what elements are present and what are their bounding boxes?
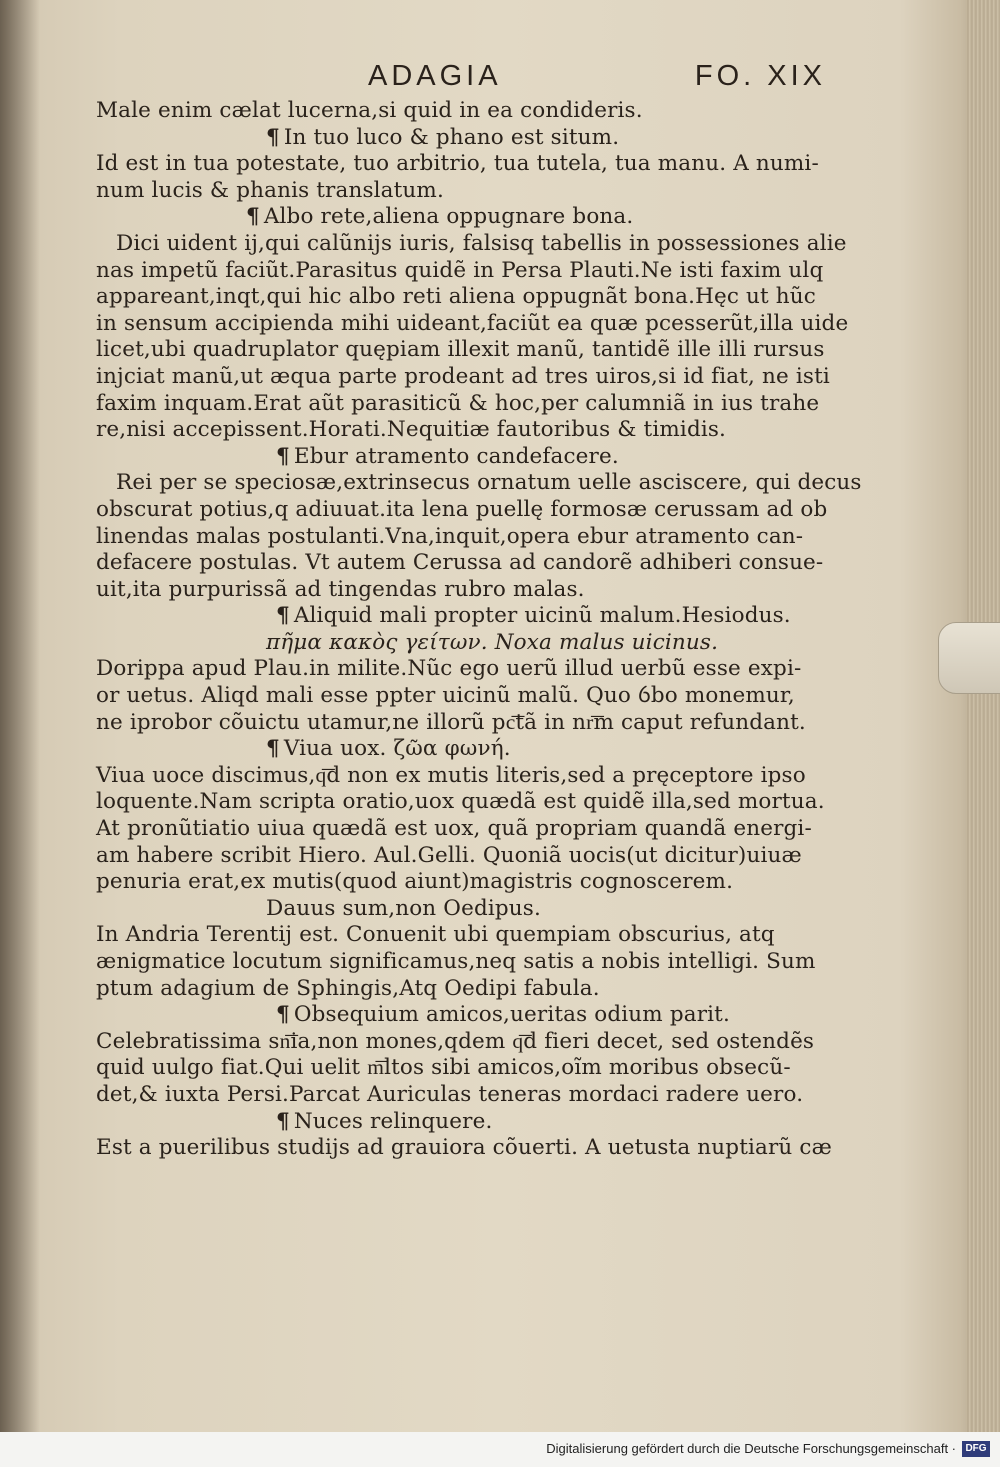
- text-line: quid uulgo fiat.Qui uelit m͞ltos sibi amicos,oĩm moribus obsecũ-: [96, 1055, 791, 1081]
- pilcrow-icon: ¶: [246, 204, 260, 230]
- pilcrow-icon: ¶: [276, 443, 290, 469]
- heading-line: ¶ Obsequium amicos,ueritas odium parit.: [276, 1002, 730, 1028]
- book-clasp: [938, 622, 1000, 694]
- pilcrow-icon: ¶: [276, 1002, 290, 1028]
- text-line: Celebratissima sn͞ia,non mones,qdem q͞d fieri decet, sed ostendẽs: [96, 1028, 815, 1054]
- text-line: defacere postulas. Vt autem Cerussa ad candorẽ adhiberi consue-: [96, 550, 824, 576]
- pilcrow-icon: ¶: [276, 1108, 290, 1134]
- text-line: loquente.Nam scripta oratio,uox quædã est quidẽ illa,sed mortua.: [96, 789, 825, 815]
- text-line: In Andria Terentij est. Conuenit ubi quempiam obscurius, atq: [96, 922, 775, 948]
- gutter-shadow: [0, 0, 40, 1432]
- text-line: ne iprobor cõuictu utamur,ne illorũ pc͞tã in nr͞m caput refundant.: [96, 709, 806, 735]
- text-line: Viua uoce discimus,q͞d non ex mutis literis,sed a pręceptore ipso: [96, 762, 806, 788]
- heading-line: ¶ Albo rete,aliena oppugnare bona.: [246, 204, 634, 230]
- running-head: [96, 60, 836, 98]
- footer-bar: [0, 1432, 1000, 1467]
- text-line: faxim inquam.Erat aũt parasiticũ & hoc,per calumniã in ius trahe: [96, 390, 820, 416]
- dfg-logo-icon: DFG: [962, 1441, 990, 1457]
- text-line: Id est in tua potestate, tuo arbitrio, tua tutela, tua manu. A numi-: [96, 151, 819, 177]
- text-line: in sensum accipienda mihi uideant,faciũt ea quæ pcesserũt,illa uide: [96, 310, 849, 336]
- text-line: re,nisi accepissent.Horati.Nequitiæ fautoribus & timidis.: [96, 417, 727, 443]
- running-head-title: ADAGIA: [368, 60, 502, 92]
- text-line: uit,ita purpurissã ad tingendas rubro malas.: [96, 576, 585, 602]
- text-line: obscurat potius,q adiuuat.ita lena puellę formosæ cerussam ad ob: [96, 496, 828, 522]
- text-line: ænigmatice locutum significamus,neq satis a nobis intelligi. Sum: [96, 949, 816, 974]
- text-line: At pronũtiatio uiua quædã est uox, quã propriam quandã energi-: [96, 816, 812, 842]
- text-line: linendas malas postulanti.Vna,inquit,opera ebur atramento can-: [96, 523, 804, 549]
- pilcrow-icon: ¶: [266, 124, 280, 150]
- heading-line: ¶ In tuo luco & phano est situm.: [266, 124, 620, 150]
- heading-line: ¶ Viua uox. ζῶα φωνή.: [266, 736, 511, 762]
- heading-line: ¶ Ebur atramento candefacere.: [276, 443, 619, 469]
- text-line: appareant,inqt,qui hic albo reti aliena oppugnãt bona.Hęc ut hũc: [96, 284, 816, 310]
- text-line: or uetus. Aliqd mali esse ppter uicinũ malũ. Quo ỽbo monemur,: [96, 683, 795, 709]
- greek-line: πῆμα κακὸς γείτων. Noxa malus uicinus.: [266, 629, 719, 655]
- text-block: [96, 60, 862, 1162]
- text-line: licet,ubi quadruplator quępiam illexit manũ, tantidẽ ille illi rursus: [96, 337, 825, 363]
- heading-line: Dauus sum,non Oedipus.: [266, 895, 541, 921]
- pilcrow-icon: ¶: [266, 736, 280, 762]
- text-line: injciat manũ,ut æqua parte prodeant ad tres uiros,si id fiat, ne isti: [96, 363, 830, 389]
- text-line: penuria erat,ex mutis(quod aiunt)magistris cognoscerem.: [96, 869, 734, 895]
- text-line: Est a puerilibus studijs ad grauiora cõuerti. A uetusta nuptiarũ cæ: [96, 1135, 832, 1161]
- text-line: Male enim cælat lucerna,si quid in ea condideris.: [96, 98, 643, 123]
- folio-number: FO. XIX: [694, 60, 826, 92]
- text-line: Rei per se speciosæ,extrinsecus ornatum uelle asciscere, qui decus: [116, 470, 862, 496]
- text-line: num lucis & phanis translatum.: [96, 177, 444, 203]
- footer-credit: Digitalisierung gefördert durch die Deutsche Forschungsgemeinschaft ·: [546, 1441, 956, 1456]
- page-edge: [966, 0, 1000, 1432]
- text-line: det,& iuxta Persi.Parcat Auriculas teneras mordaci radere uero.: [96, 1081, 804, 1107]
- text-line: Dici uident ij,qui calũnijs iuris, falsisq tabellis in possessiones alie: [116, 230, 847, 256]
- heading-line: ¶ Aliquid mali propter uicinũ malum.Hesiodus.: [276, 603, 791, 629]
- text-line: Dorippa apud Plau.in milite.Nũc ego uerũ illud uerbũ esse expi-: [96, 656, 802, 682]
- text-line: am habere scribit Hiero. Aul.Gelli. Quoniã uocis(ut dicitur)uiuæ: [96, 842, 802, 868]
- text-line: nas impetũ faciũt.Parasitus quidẽ in Persa Plauti.Ne isti faxim ulq: [96, 257, 824, 283]
- text-line: ptum adagium de Sphingis,Atq Oedipi fabula.: [96, 975, 600, 1001]
- heading-line: ¶ Nuces relinquere.: [276, 1108, 493, 1134]
- pilcrow-icon: ¶: [276, 603, 290, 629]
